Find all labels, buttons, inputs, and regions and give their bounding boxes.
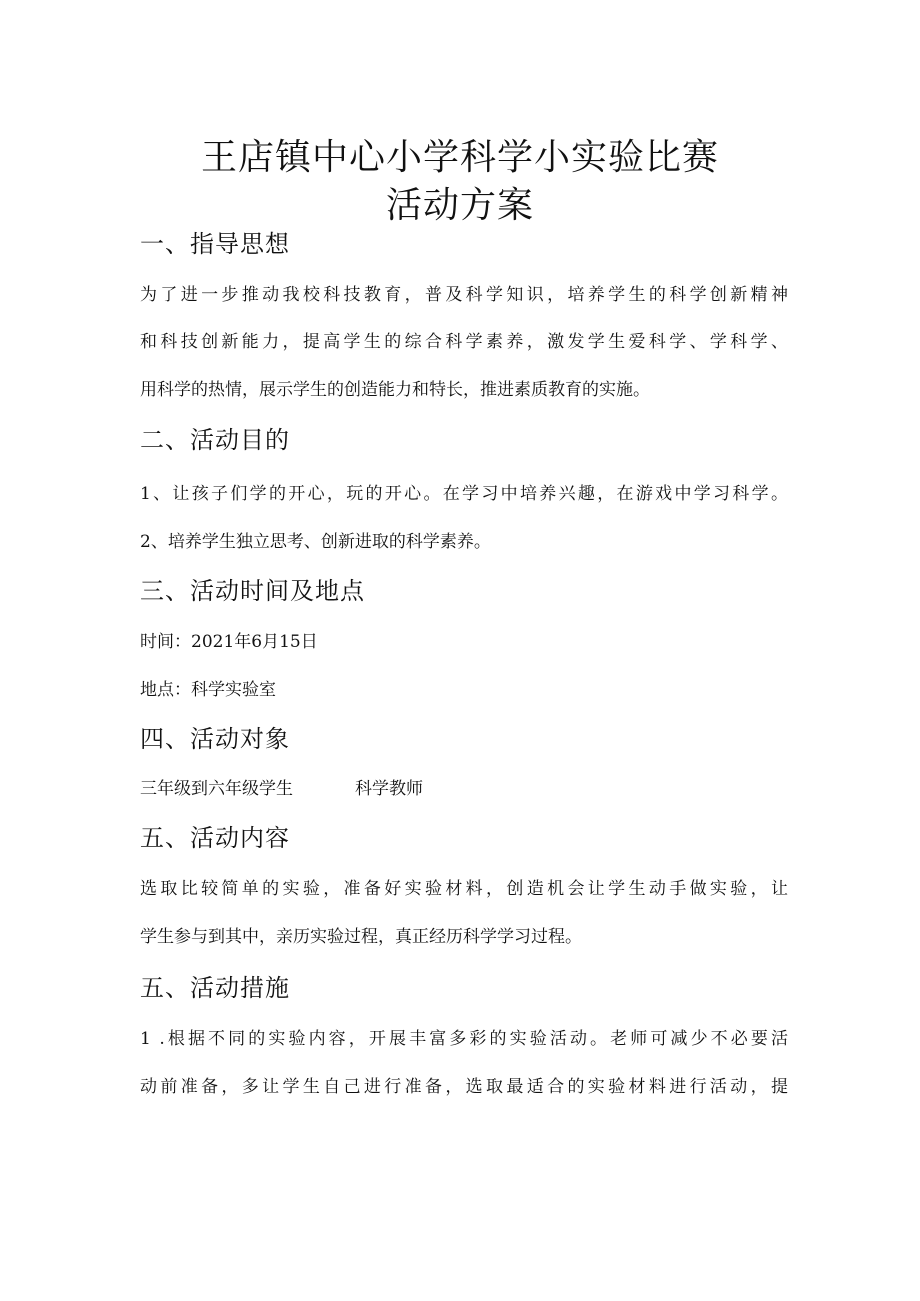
section-heading-guiding-ideology: 一、指导思想 [140, 230, 290, 258]
paragraph-line: 1、让孩子们学的开心，玩的开心。在学习中培养兴趣，在游戏中学习科学。 [140, 484, 788, 504]
paragraph-line: 动前准备，多让学生自己进行准备，选取最适合的实验材料进行活动，提 [140, 1077, 788, 1097]
participants-students: 三年级到六年级学生 [140, 779, 293, 799]
section-heading-time-place: 三、活动时间及地点 [140, 577, 365, 605]
participants-teachers: 科学教师 [355, 779, 423, 799]
paragraph-line: 1 .根据不同的实验内容，开展丰富多彩的实验活动。老师可减少不必要活 [140, 1029, 788, 1049]
document-title-line-2: 活动方案 [385, 185, 534, 226]
activity-time: 时间：2021年6月15日 [140, 632, 318, 652]
paragraph-line: 为了进一步推动我校科技教育，普及科学知识，培养学生的科学创新精神 [140, 285, 788, 305]
paragraph-line: 学生参与到其中，亲历实验过程，真正经历科学学习过程。 [140, 927, 582, 947]
section-heading-participants: 四、活动对象 [140, 725, 290, 753]
section-heading-measures: 五、活动措施 [140, 974, 290, 1002]
paragraph-line: 和科技创新能力，提高学生的综合科学素养，激发学生爱科学、学科学、 [140, 332, 788, 352]
paragraph-line: 选取比较简单的实验，准备好实验材料，创造机会让学生动手做实验，让 [140, 879, 788, 899]
paragraph-line: 用科学的热情，展示学生的创造能力和特长，推进素质教育的实施。 [140, 380, 650, 400]
activity-place: 地点：科学实验室 [140, 680, 276, 700]
document-title-line-1: 王店镇中心小学科学小实验比赛 [200, 137, 719, 178]
section-heading-content: 五、活动内容 [140, 824, 290, 852]
section-heading-purpose: 二、活动目的 [140, 426, 290, 454]
paragraph-line: 2、培养学生独立思考、创新进取的科学素养。 [140, 532, 491, 552]
participants-line [140, 777, 790, 802]
